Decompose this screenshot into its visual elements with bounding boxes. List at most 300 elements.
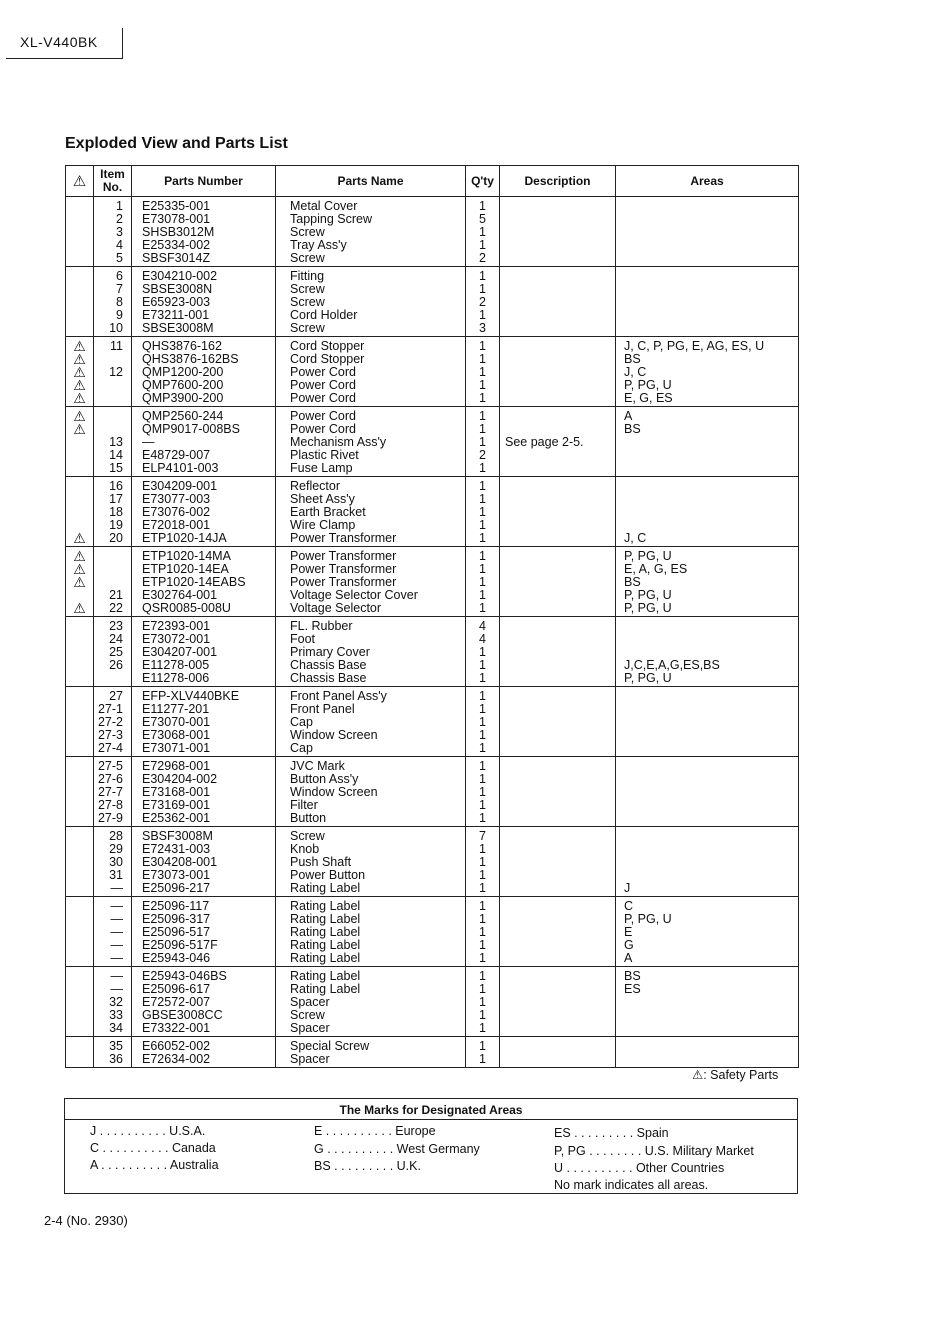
table-row <box>66 353 799 366</box>
item-no-cell <box>94 576 132 589</box>
part-number-cell: E73068-001 <box>132 729 276 742</box>
table-row <box>66 436 799 449</box>
qty-cell: 1 <box>466 1037 500 1054</box>
part-number-cell: E73211-001 <box>132 309 276 322</box>
parts-group <box>66 547 799 617</box>
areas-column-header: Areas <box>616 166 799 197</box>
qty-cell: 1 <box>466 239 500 252</box>
part-name-cell: Rating Label <box>276 967 466 984</box>
areas-cell: P, PG, U <box>616 913 799 926</box>
qty-cell: 1 <box>466 773 500 786</box>
part-name-cell: Primary Cover <box>276 646 466 659</box>
part-number-cell: E73070-001 <box>132 716 276 729</box>
qty-cell: 1 <box>466 672 500 687</box>
description-cell <box>500 703 616 716</box>
part-name-cell: Tray Ass'y <box>276 239 466 252</box>
legend-item-c: C . . . . . . . . . . Canada <box>90 1141 216 1155</box>
qty-cell: 1 <box>466 353 500 366</box>
part-name-cell: Spacer <box>276 1022 466 1037</box>
description-cell <box>500 213 616 226</box>
part-name-cell: Front Panel <box>276 703 466 716</box>
description-cell <box>500 786 616 799</box>
areas-cell <box>616 1009 799 1022</box>
qty-cell: 1 <box>466 897 500 914</box>
part-number-cell: E302764-001 <box>132 589 276 602</box>
warning-cell <box>66 646 94 659</box>
item-no-cell: 23 <box>94 617 132 634</box>
parts-group <box>66 967 799 1037</box>
table-row <box>66 283 799 296</box>
table-row <box>66 856 799 869</box>
part-number-cell: E25362-001 <box>132 812 276 827</box>
item-no-cell: 27-1 <box>94 703 132 716</box>
description-cell <box>500 939 616 952</box>
description-cell <box>500 869 616 882</box>
warning-cell <box>66 983 94 996</box>
areas-cell <box>616 843 799 856</box>
warning-cell <box>66 659 94 672</box>
part-number-cell: — <box>132 436 276 449</box>
qty-cell: 1 <box>466 423 500 436</box>
item-no-cell: 10 <box>94 322 132 337</box>
areas-cell <box>616 716 799 729</box>
item-no-cell: 27-6 <box>94 773 132 786</box>
part-name-cell: Window Screen <box>276 786 466 799</box>
warning-cell <box>66 1037 94 1054</box>
description-cell <box>500 337 616 354</box>
warning-cell <box>66 1009 94 1022</box>
areas-cell <box>616 493 799 506</box>
table-row <box>66 729 799 742</box>
part-name-cell: Rating Label <box>276 897 466 914</box>
description-cell <box>500 757 616 774</box>
part-name-cell: Button <box>276 812 466 827</box>
table-row <box>66 309 799 322</box>
part-name-cell: Rating Label <box>276 983 466 996</box>
safety-parts-note: ⚠: Safety Parts <box>692 1068 779 1082</box>
parts-group <box>66 477 799 547</box>
table-row <box>66 687 799 704</box>
area-marks-legend <box>64 1098 798 1194</box>
part-name-cell: Front Panel Ass'y <box>276 687 466 704</box>
part-name-cell: Power Cord <box>276 379 466 392</box>
areas-cell <box>616 786 799 799</box>
part-number-cell: E66052-002 <box>132 1037 276 1054</box>
description-cell: See page 2-5. <box>500 436 616 449</box>
part-number-cell: E48729-007 <box>132 449 276 462</box>
item-no-cell: 5 <box>94 252 132 267</box>
table-row <box>66 1009 799 1022</box>
item-no-cell: 17 <box>94 493 132 506</box>
qty-cell: 1 <box>466 477 500 494</box>
areas-cell: P, PG, U <box>616 602 799 617</box>
warning-cell: ⚠ <box>66 532 94 547</box>
warning-cell <box>66 996 94 1009</box>
part-name-cell: Rating Label <box>276 939 466 952</box>
table-row <box>66 392 799 407</box>
areas-cell <box>616 436 799 449</box>
areas-cell <box>616 309 799 322</box>
item-no-cell: 15 <box>94 462 132 477</box>
areas-cell <box>616 812 799 827</box>
areas-cell: BS <box>616 423 799 436</box>
warning-cell <box>66 757 94 774</box>
part-number-cell: E304208-001 <box>132 856 276 869</box>
qty-cell: 2 <box>466 252 500 267</box>
item-no-cell <box>94 392 132 407</box>
part-number-cell: E25096-517F <box>132 939 276 952</box>
warning-cell <box>66 197 94 214</box>
part-name-cell: Rating Label <box>276 913 466 926</box>
part-name-cell: Cap <box>276 716 466 729</box>
table-row <box>66 633 799 646</box>
part-number-cell: SBSF3014Z <box>132 252 276 267</box>
item-no-cell: 27 <box>94 687 132 704</box>
qty-cell: 1 <box>466 659 500 672</box>
part-number-cell: E73322-001 <box>132 1022 276 1037</box>
part-name-cell: Special Screw <box>276 1037 466 1054</box>
areas-cell <box>616 1037 799 1054</box>
part-number-cell: E73076-002 <box>132 506 276 519</box>
areas-cell <box>616 646 799 659</box>
qty-cell: 1 <box>466 283 500 296</box>
warning-cell <box>66 252 94 267</box>
areas-cell: A <box>616 952 799 967</box>
warning-cell: ⚠ <box>66 407 94 424</box>
part-number-cell: ETP1020-14MA <box>132 547 276 564</box>
part-name-cell: Rating Label <box>276 952 466 967</box>
qty-cell: 1 <box>466 939 500 952</box>
warning-cell <box>66 729 94 742</box>
part-name-cell: Power Cord <box>276 407 466 424</box>
part-name-cell: Screw <box>276 226 466 239</box>
item-no-cell: 19 <box>94 519 132 532</box>
table-row <box>66 827 799 844</box>
warning-cell <box>66 799 94 812</box>
part-name-cell: Cap <box>276 742 466 757</box>
qty-cell: 1 <box>466 996 500 1009</box>
table-row <box>66 563 799 576</box>
areas-cell: P, PG, U <box>616 547 799 564</box>
item-no-cell: 12 <box>94 366 132 379</box>
item-no-cell: 34 <box>94 1022 132 1037</box>
qty-cell: 1 <box>466 462 500 477</box>
table-row <box>66 337 799 354</box>
description-cell <box>500 477 616 494</box>
table-header-row <box>66 166 799 197</box>
part-name-cell: Reflector <box>276 477 466 494</box>
qty-cell: 1 <box>466 856 500 869</box>
areas-cell: ES <box>616 983 799 996</box>
warning-cell <box>66 1022 94 1037</box>
part-name-cell: Window Screen <box>276 729 466 742</box>
legend-item-u: U . . . . . . . . . . Other Countries <box>554 1161 725 1175</box>
part-number-cell: E73077-003 <box>132 493 276 506</box>
part-number-cell: E25096-217 <box>132 882 276 897</box>
item-no-cell <box>94 353 132 366</box>
areas-cell <box>616 322 799 337</box>
table-row <box>66 869 799 882</box>
parts-group <box>66 1037 799 1068</box>
qty-cell: 1 <box>466 882 500 897</box>
part-name-cell: Voltage Selector <box>276 602 466 617</box>
areas-cell: A <box>616 407 799 424</box>
part-number-cell: QSR0085-008U <box>132 602 276 617</box>
qty-cell: 2 <box>466 449 500 462</box>
part-name-cell: Screw <box>276 1009 466 1022</box>
description-cell <box>500 506 616 519</box>
warning-cell <box>66 869 94 882</box>
warning-cell <box>66 449 94 462</box>
part-name-cell: Spacer <box>276 1053 466 1068</box>
item-no-cell: 20 <box>94 532 132 547</box>
item-no-cell: 8 <box>94 296 132 309</box>
warning-cell <box>66 296 94 309</box>
areas-cell <box>616 996 799 1009</box>
qty-cell: 1 <box>466 646 500 659</box>
areas-cell <box>616 856 799 869</box>
part-number-cell: E72572-007 <box>132 996 276 1009</box>
table-row <box>66 617 799 634</box>
qty-cell: 1 <box>466 812 500 827</box>
part-number-cell: E72634-002 <box>132 1053 276 1068</box>
areas-cell <box>616 687 799 704</box>
qty-cell: 1 <box>466 519 500 532</box>
qty-cell: 1 <box>466 952 500 967</box>
areas-cell: J, C <box>616 366 799 379</box>
part-number-cell: E25943-046 <box>132 952 276 967</box>
item-no-cell: 16 <box>94 477 132 494</box>
table-row <box>66 967 799 984</box>
areas-cell: BS <box>616 967 799 984</box>
item-no-cell <box>94 379 132 392</box>
part-name-cell: Screw <box>276 827 466 844</box>
description-cell <box>500 742 616 757</box>
qty-cell: 1 <box>466 506 500 519</box>
qty-cell: 1 <box>466 532 500 547</box>
warning-cell <box>66 882 94 897</box>
areas-cell: J, C, P, PG, E, AG, ES, U <box>616 337 799 354</box>
warning-cell <box>66 436 94 449</box>
warning-cell <box>66 687 94 704</box>
qty-cell: 1 <box>466 1022 500 1037</box>
description-cell <box>500 392 616 407</box>
item-no-cell: 4 <box>94 239 132 252</box>
parts-group <box>66 337 799 407</box>
areas-cell: P, PG, U <box>616 589 799 602</box>
parts-group <box>66 687 799 757</box>
table-row <box>66 659 799 672</box>
warning-cell <box>66 283 94 296</box>
item-no-cell: 36 <box>94 1053 132 1068</box>
warning-cell <box>66 322 94 337</box>
warning-cell <box>66 617 94 634</box>
qty-cell: 1 <box>466 967 500 984</box>
part-name-column-header: Parts Name <box>276 166 466 197</box>
areas-cell <box>616 827 799 844</box>
parts-group <box>66 617 799 687</box>
part-name-cell: Power Button <box>276 869 466 882</box>
description-cell <box>500 449 616 462</box>
parts-table <box>65 165 799 1068</box>
description-cell <box>500 563 616 576</box>
table-row <box>66 547 799 564</box>
areas-cell <box>616 506 799 519</box>
part-number-cell: E72968-001 <box>132 757 276 774</box>
item-no-cell: 30 <box>94 856 132 869</box>
qty-cell: 1 <box>466 687 500 704</box>
table-row <box>66 576 799 589</box>
description-cell <box>500 799 616 812</box>
qty-cell: 1 <box>466 493 500 506</box>
item-no-cell: 22 <box>94 602 132 617</box>
warning-cell: ⚠ <box>66 547 94 564</box>
areas-cell <box>616 773 799 786</box>
qty-cell: 1 <box>466 563 500 576</box>
part-name-cell: Button Ass'y <box>276 773 466 786</box>
warning-cell <box>66 267 94 284</box>
qty-cell: 1 <box>466 757 500 774</box>
areas-cell: BS <box>616 353 799 366</box>
legend-item-bs: BS . . . . . . . . . U.K. <box>314 1159 421 1173</box>
part-number-cell: E73073-001 <box>132 869 276 882</box>
warning-cell <box>66 897 94 914</box>
part-number-cell: E73169-001 <box>132 799 276 812</box>
item-no-cell: — <box>94 897 132 914</box>
part-name-cell: Power Cord <box>276 366 466 379</box>
part-name-cell: Push Shaft <box>276 856 466 869</box>
legend-title: The Marks for Designated Areas <box>65 1103 797 1120</box>
item-no-cell <box>94 563 132 576</box>
warning-cell: ⚠ <box>66 392 94 407</box>
description-cell <box>500 687 616 704</box>
qty-cell: 1 <box>466 983 500 996</box>
part-name-cell: Screw <box>276 296 466 309</box>
item-no-cell: — <box>94 882 132 897</box>
qty-cell: 1 <box>466 869 500 882</box>
part-number-cell: QMP2560-244 <box>132 407 276 424</box>
description-cell <box>500 812 616 827</box>
areas-cell <box>616 519 799 532</box>
parts-group <box>66 197 799 267</box>
item-no-cell: — <box>94 983 132 996</box>
item-no-cell: 13 <box>94 436 132 449</box>
part-name-cell: Power Cord <box>276 423 466 436</box>
part-name-cell: Mechanism Ass'y <box>276 436 466 449</box>
areas-cell <box>616 283 799 296</box>
description-cell <box>500 646 616 659</box>
part-number-cell: QMP1200-200 <box>132 366 276 379</box>
item-no-cell: 28 <box>94 827 132 844</box>
part-name-cell: Cord Stopper <box>276 337 466 354</box>
table-row <box>66 812 799 827</box>
table-row <box>66 952 799 967</box>
warning-cell: ⚠ <box>66 379 94 392</box>
warning-cell <box>66 773 94 786</box>
item-no-cell: 21 <box>94 589 132 602</box>
item-no-cell: — <box>94 913 132 926</box>
part-number-cell: SBSE3008N <box>132 283 276 296</box>
table-row <box>66 897 799 914</box>
areas-cell: BS <box>616 576 799 589</box>
item-no-cell: 27-4 <box>94 742 132 757</box>
part-name-cell: Filter <box>276 799 466 812</box>
warning-cell <box>66 952 94 967</box>
part-number-cell: E73168-001 <box>132 786 276 799</box>
description-cell <box>500 773 616 786</box>
item-column-header: Item No. <box>94 166 132 197</box>
description-cell <box>500 983 616 996</box>
warning-cell: ⚠ <box>66 337 94 354</box>
table-row <box>66 449 799 462</box>
part-number-cell: E73072-001 <box>132 633 276 646</box>
item-no-cell: 25 <box>94 646 132 659</box>
part-name-cell: Fuse Lamp <box>276 462 466 477</box>
item-no-cell: — <box>94 967 132 984</box>
areas-cell: J <box>616 882 799 897</box>
part-name-cell: Power Transformer <box>276 576 466 589</box>
description-cell <box>500 729 616 742</box>
legend-item-es: ES . . . . . . . . . Spain <box>554 1126 669 1140</box>
item-no-cell: 29 <box>94 843 132 856</box>
qty-cell: 1 <box>466 309 500 322</box>
warning-cell <box>66 812 94 827</box>
qty-cell: 1 <box>466 742 500 757</box>
item-no-cell <box>94 423 132 436</box>
description-cell <box>500 827 616 844</box>
table-row <box>66 757 799 774</box>
table-row <box>66 742 799 757</box>
part-number-cell: E25943-046BS <box>132 967 276 984</box>
part-name-cell: Voltage Selector Cover <box>276 589 466 602</box>
part-number-cell: E25335-001 <box>132 197 276 214</box>
table-row <box>66 1037 799 1054</box>
areas-cell <box>616 197 799 214</box>
part-name-cell: Chassis Base <box>276 672 466 687</box>
warning-cell: ⚠ <box>66 423 94 436</box>
item-no-cell: 1 <box>94 197 132 214</box>
part-name-cell: Power Cord <box>276 392 466 407</box>
table-row <box>66 773 799 786</box>
qty-cell: 1 <box>466 716 500 729</box>
areas-cell <box>616 633 799 646</box>
areas-cell: J,C,E,A,G,ES,BS <box>616 659 799 672</box>
warning-cell <box>66 967 94 984</box>
parts-group <box>66 757 799 827</box>
description-cell <box>500 716 616 729</box>
description-cell <box>500 967 616 984</box>
areas-cell: E <box>616 926 799 939</box>
qty-cell: 1 <box>466 703 500 716</box>
part-number-cell: E25096-517 <box>132 926 276 939</box>
description-cell <box>500 1053 616 1068</box>
qty-cell: 1 <box>466 576 500 589</box>
qty-cell: 1 <box>466 799 500 812</box>
part-name-cell: Chassis Base <box>276 659 466 672</box>
parts-group <box>66 897 799 967</box>
part-number-cell: ETP1020-14EA <box>132 563 276 576</box>
item-no-cell: 32 <box>94 996 132 1009</box>
page-title: Exploded View and Parts List <box>65 135 288 152</box>
description-cell <box>500 547 616 564</box>
qty-cell: 3 <box>466 322 500 337</box>
qty-cell: 7 <box>466 827 500 844</box>
table-row <box>66 939 799 952</box>
description-cell <box>500 897 616 914</box>
description-cell <box>500 296 616 309</box>
item-no-cell: 6 <box>94 267 132 284</box>
table-row <box>66 602 799 617</box>
